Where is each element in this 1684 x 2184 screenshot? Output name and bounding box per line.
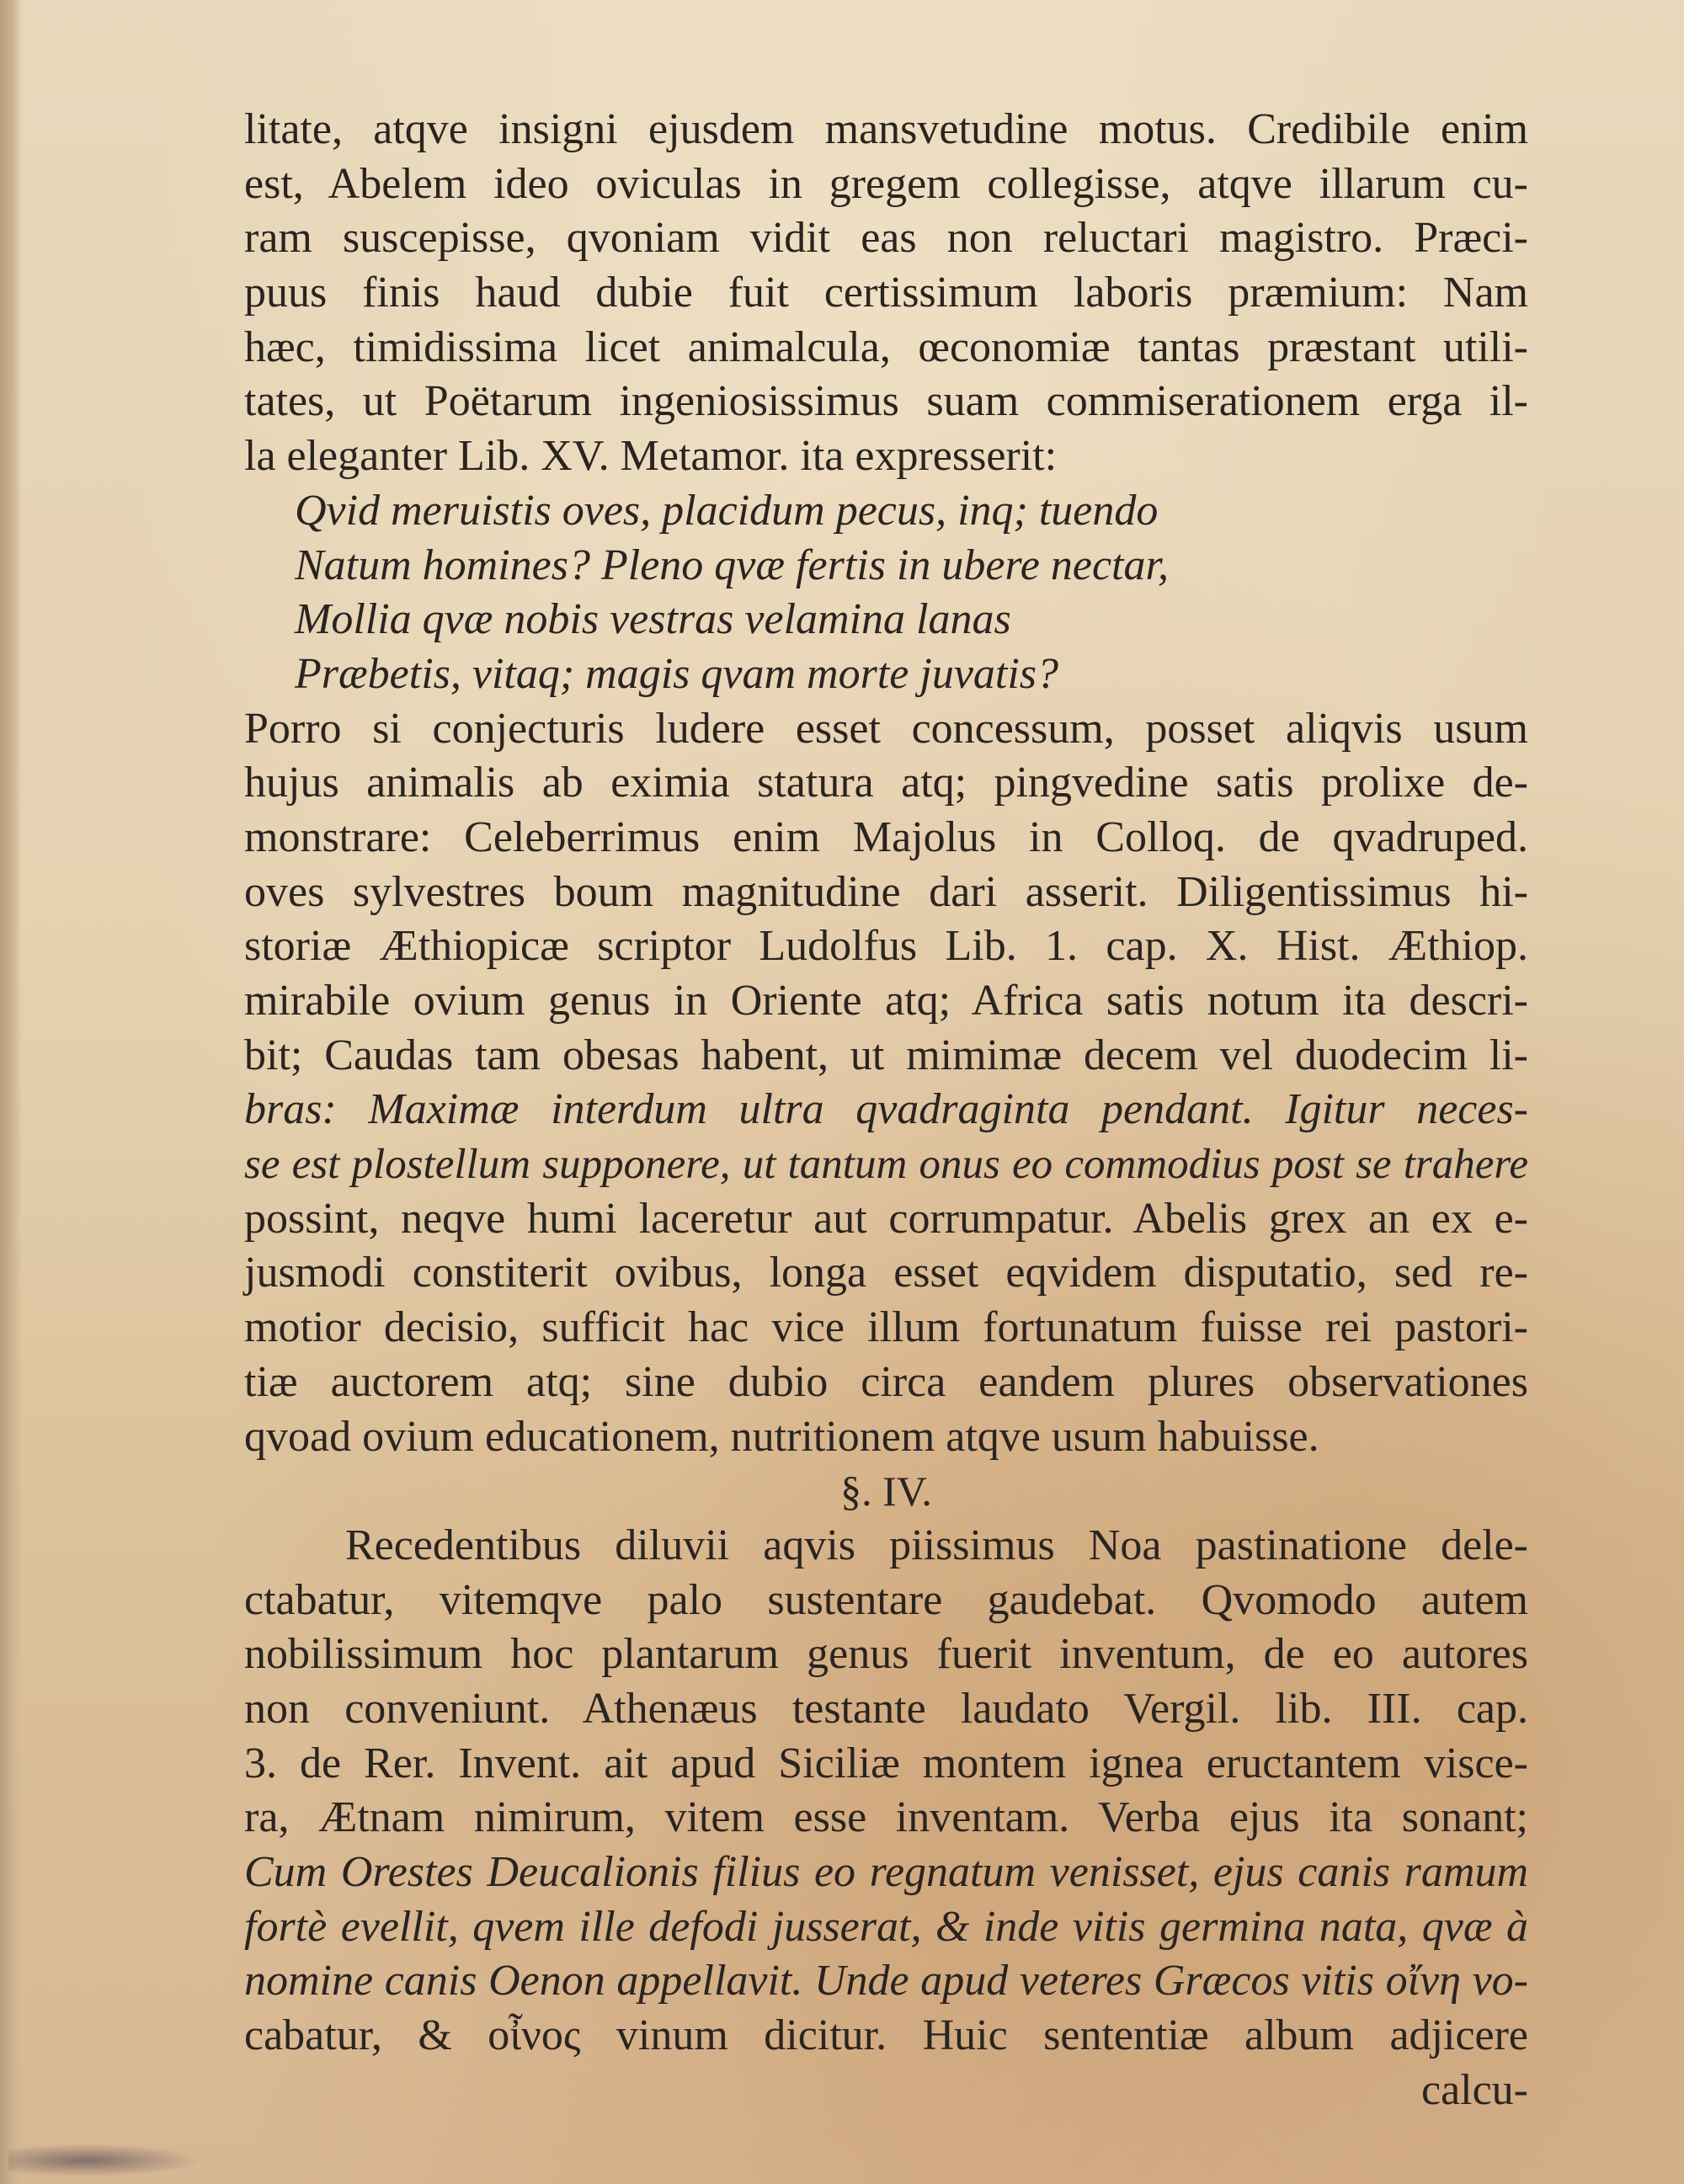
page-left-edge: [0, 0, 22, 2184]
verse-line: Natum homines? Pleno qvæ fertis in ubere nectar,: [295, 541, 1169, 589]
text-line: bras: Maximæ interdum ultra qvadraginta pendant. Igitur neces-: [244, 1085, 1528, 1134]
text-line: possint, neqve humi laceretur aut corrumpatur. Abelis grex an ex e-: [244, 1194, 1528, 1243]
text-line: puus finis haud dubie fuit certissimum laboris præmium: Nam: [244, 269, 1528, 317]
text-line: la eleganter Lib. XV. Metamor. ita expresserit:: [244, 432, 1058, 481]
text-line: oves sylvestres boum magnitudine dari asserit. Diligentissimus hi-: [244, 867, 1528, 916]
text-line: qvoad ovium educationem, nutritionem atqve usum habuisse.: [244, 1412, 1319, 1461]
text-line: 3. de Rer. Invent. ait apud Siciliæ montem ignea eructantem visce-: [244, 1739, 1528, 1787]
text-line: ram suscepisse, qvoniam vidit eas non reluctari magistro. Præci-: [244, 214, 1528, 263]
section-heading: §. IV.: [840, 1468, 932, 1515]
text-line: hujus animalis ab eximia statura atq; pingvedine satis prolixe de-: [244, 759, 1528, 807]
text-line: Porro si conjecturis ludere esset concessum, posset aliqvis usum: [244, 704, 1528, 753]
text-line: est, Abelem ideo oviculas in gregem collegisse, atqve illarum cu-: [244, 159, 1528, 208]
verse-line: Præbetis, vitaq; magis qvam morte juvatis?: [295, 649, 1059, 698]
text-line: tiæ auctorem atq; sine dubio circa eandem plures observationes: [244, 1357, 1528, 1406]
text-line: nomine canis Oenon appellavit. Unde apud veteres Græcos vitis οἴνη vo-: [244, 1957, 1528, 2006]
verse-line: Qvid meruistis oves, placidum pecus, inq; tuendo: [295, 486, 1159, 535]
verse-line: Mollia qvæ nobis vestras velamina lanas: [295, 595, 1011, 644]
text-line: motior decisio, sufficit hac vice illum fortunatum fuisse rei pastori-: [244, 1303, 1528, 1352]
text-line: monstrare: Celeberrimus enim Majolus in Colloq. de qvadruped.: [244, 812, 1528, 861]
text-line: nobilissimum hoc plantarum genus fuerit inventum, de eo autores: [244, 1630, 1528, 1679]
text-line: se est plostellum supponere, ut tantum onus eo commodius post se trahere: [244, 1141, 1528, 1189]
text-line: cabatur, & οἶνος vinum dicitur. Huic sententiæ album adjicere: [244, 2011, 1528, 2060]
text-line: bit; Caudas tam obesas habent, ut mimimæ decem vel duodecim li-: [244, 1031, 1528, 1079]
page-text: [244, 103, 1528, 2117]
text-line: Recedentibus diluvii aqvis piissimus Noa pastinatione dele-: [345, 1521, 1528, 1569]
text-line: litate, atqve insigni ejusdem mansvetudine motus. Credibile enim: [244, 105, 1528, 153]
text-line: Cum Orestes Deucalionis filius eo regnatum venisset, ejus canis ramum: [244, 1848, 1528, 1896]
text-line: non conveniunt. Athenæus testante laudato Vergil. lib. III. cap.: [244, 1684, 1528, 1733]
catchword: calcu-: [1420, 2065, 1528, 2114]
text-line: ra, Ætnam nimirum, vitem esse inventam. Verba ejus ita sonant;: [244, 1793, 1528, 1842]
text-line: tates, ut Poëtarum ingeniosissimus suam commiserationem erga il-: [244, 377, 1528, 426]
text-line: hæc, timidissima licet animalcula, œconomiæ tantas præstant utili-: [244, 322, 1528, 371]
text-line: fortè evellit, qvem ille defodi jusserat, & inde vitis germina nata, qvæ à: [244, 1902, 1528, 1951]
text-line: jusmodi constiterit ovibus, longa esset eqvidem disputatio, sed re-: [244, 1249, 1528, 1297]
text-line: ctabatur, vitemqve palo sustentare gaudebat. Qvomodo autem: [244, 1575, 1528, 1624]
text-line: mirabile ovium genus in Oriente atq; Africa satis notum ita descri-: [244, 977, 1528, 1025]
text-line: storiæ Æthiopicæ scriptor Ludolfus Lib. 1. cap. X. Hist. Æthiop.: [244, 922, 1528, 971]
ink-stain: [8, 2144, 202, 2177]
